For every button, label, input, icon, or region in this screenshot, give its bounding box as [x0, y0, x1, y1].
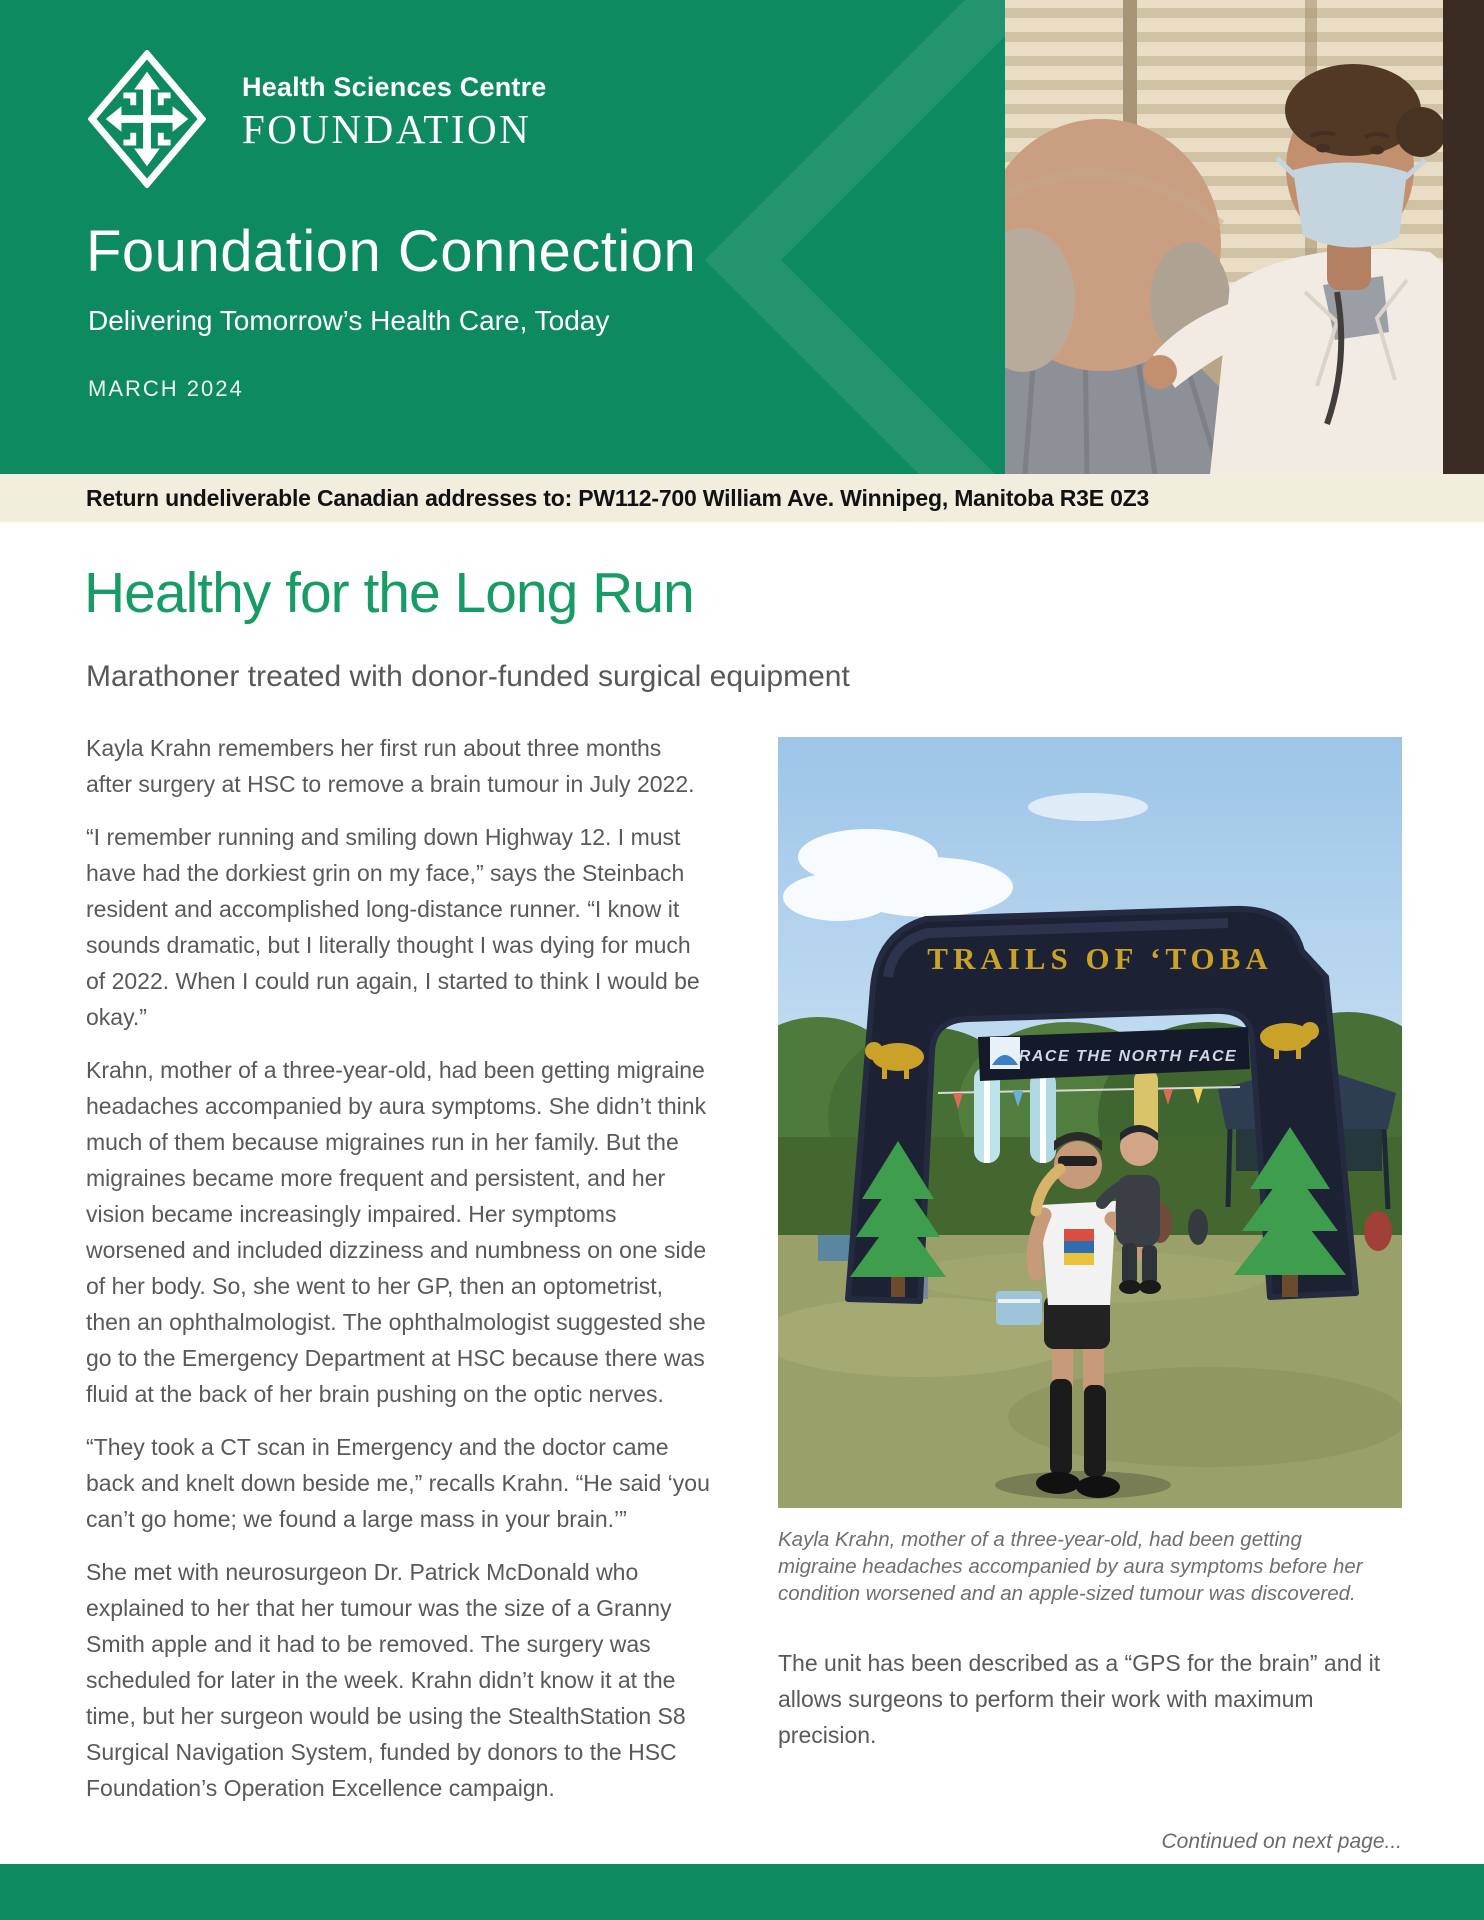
doctor-patient-photo	[1005, 0, 1484, 474]
newsletter-tagline: Delivering Tomorrow’s Health Care, Today	[88, 305, 610, 336]
return-address-bar	[0, 474, 1484, 522]
logo-org-name: Health Sciences Centre	[242, 72, 547, 102]
article-paragraph-right: The unit has been described as a “GPS for the brain” and it allows surgeons to perform their work with maximum precision.	[778, 1650, 1381, 1748]
article-paragraph-4: “They took a CT scan in Emergency and the doctor came back and knelt down beside me,” recalls Krahn. “He said ‘you can’t go home; we found a large mass in your brain.’”	[86, 1434, 710, 1532]
article-paragraph-5: She met with neurosurgeon Dr. Patrick McDonald who explained to her that her tumour was the size of a Granny Smith apple and it had to be removed. The surgery was scheduled for later in the week. Krahn didn’t know it at the time, but her surgeon would be using the StealthStation S8 Surgical Navigation System, funded by donors to the HSC Foundation’s Operation Excellence campaign.	[86, 1559, 686, 1801]
article-paragraph-3: Krahn, mother of a three-year-old, had been getting migraine headaches accompanied by aura symptoms. She didn’t think much of them because migraines run in her family. But the migraines became more frequent and persistent, and her vision became increasingly impaired. Her symptoms worsened and included dizziness and numbness on one side of her body. So, she went to her GP, then an optometrist, then an ophthalmologist. The ophthalmologist suggested she go to the Emergency Department at HSC because there was fluid at the back of her brain pushing on the optic nerves.	[86, 1057, 707, 1407]
arch-text: TRAILS OF ‘TOBA	[927, 941, 1273, 976]
newsletter-title: Foundation Connection	[86, 219, 697, 284]
continued-note: Continued on next page...	[1161, 1830, 1402, 1853]
banner-text: RACE THE NORTH FACE	[1018, 1048, 1238, 1065]
article-paragraph-1: Kayla Krahn remembers her first run about three months after surgery at HSC to remove a brain tumour in July 2022.	[86, 735, 695, 797]
issue-date: MARCH 2024	[88, 376, 244, 401]
foundation-diamond-icon	[88, 50, 206, 188]
masthead	[0, 0, 1484, 474]
article-subheadline: Marathoner treated with donor-funded surgical equipment	[86, 660, 850, 693]
doctor-patient-photo-art	[1005, 0, 1484, 474]
article-body-left-column	[86, 730, 710, 1823]
return-address-text: Return undeliverable Canadian addresses to: PW112-700 William Ave. Winnipeg, Manitoba R3E 0Z3	[86, 484, 1150, 511]
footer-bar	[0, 1864, 1484, 1920]
article-paragraph-2: “I remember running and smiling down Highway 12. I must have had the dorkiest grin on my face,” says the Steinbach resident and accomplished long-distance runner. “I know it sounds dramatic, but I literally thought I was dying for much of 2022. When I could run again, I started to think I would be okay.”	[86, 824, 700, 1030]
race-photo-art	[778, 737, 1402, 1508]
race-photo-caption: Kayla Krahn, mother of a three-year-old, had been getting migraine headaches accompanied by aura symptoms before her condition worsened and an apple-sized tumour was discovered.	[778, 1528, 1363, 1605]
foundation-logo	[88, 50, 547, 188]
logo-text	[242, 72, 547, 153]
logo-org-foundation: FOUNDATION	[242, 106, 532, 152]
race-photo	[778, 737, 1402, 1508]
article-headline: Healthy for the Long Run	[84, 561, 694, 625]
